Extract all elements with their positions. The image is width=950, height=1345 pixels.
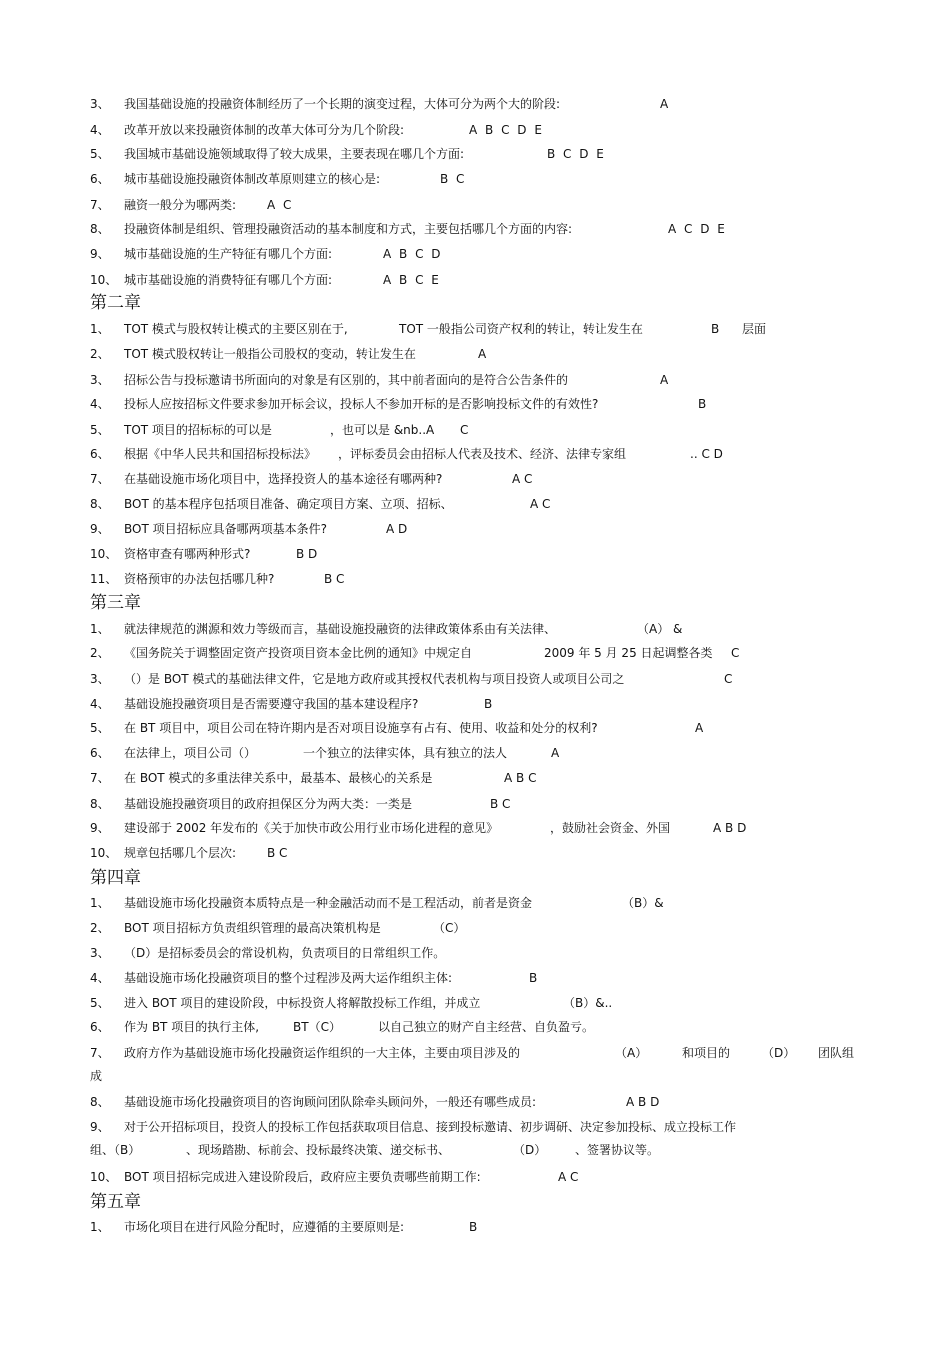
item-number: 4、 xyxy=(90,397,110,411)
item-text: 基础设施投融资项目是否需要遵守我国的基本建设程序? xyxy=(124,697,419,711)
item-text: 基础设施市场化投融资项目的整个过程涉及两大运作组织主体: xyxy=(124,971,453,985)
item-text: 就法律规范的渊源和效力等级而言，基础设施投融资的法律政策体系由有关法律、 xyxy=(124,622,557,636)
item-text: 我国城市基础设施领域取得了较大成果，主要表现在哪几个方面: xyxy=(124,147,465,161)
item-answer: B C xyxy=(440,172,465,186)
item-text: TOT 模式与股权转让模式的主要区别在于, xyxy=(124,322,348,336)
item-text-continued: 一个独立的法律实体，具有独立的法人 xyxy=(303,746,508,760)
item-text: 市场化项目在进行风险分配时，应遵循的主要原则是: xyxy=(124,1220,405,1234)
item-text: 在 BOT 模式的多重法律关系中，最基本、最核心的关系是 xyxy=(124,771,433,785)
item-text: 招标公告与投标邀请书所面向的对象是有区别的，其中前者面向的是符合公告条件的 xyxy=(124,373,569,387)
item-text: （D）是招标委员会的常设机构，负责项目的日常组织工作。 xyxy=(124,946,446,960)
item-text: TOT 模式股权转让一般指公司股权的变动，转让发生在 xyxy=(124,347,416,361)
item-number: 4、 xyxy=(90,971,110,985)
item-answer: A B C D xyxy=(383,247,441,261)
item-number: 10、 xyxy=(90,273,118,287)
item-number: 6、 xyxy=(90,746,110,760)
chapter-heading: 第四章 xyxy=(90,868,141,888)
item-number: 1、 xyxy=(90,622,110,636)
item-text-suffix: 以自己独立的财产自主经营、自负盈亏。 xyxy=(378,1020,595,1034)
chapter-heading: 第二章 xyxy=(90,293,141,313)
item-text-continued: ，也可以是 &nb..A xyxy=(330,423,435,437)
item-answer: A B D xyxy=(626,1095,660,1109)
item-answer: （D） xyxy=(762,1046,796,1060)
item-text: 在法律上，项目公司（） xyxy=(124,746,257,760)
item-text: 基础设施投融资项目的政府担保区分为两大类：一类是 xyxy=(124,797,413,811)
item-answer: C xyxy=(460,423,469,437)
item-number: 3、 xyxy=(90,946,110,960)
item-text: 资格预审的办法包括哪几种? xyxy=(124,572,275,586)
item-number: 8、 xyxy=(90,1095,110,1109)
item-answer: A C D E xyxy=(668,222,725,236)
item-number: 7、 xyxy=(90,198,110,212)
item-number: 9、 xyxy=(90,522,110,536)
item-text-continued: BT（C） xyxy=(293,1020,341,1034)
item-text-wrap: 、现场踏勘、标前会、投标最终决策、递交标书、 xyxy=(186,1143,451,1157)
item-text: 融资一般分为哪两类: xyxy=(124,198,237,212)
item-text-continued: 和项目的 xyxy=(682,1046,731,1060)
item-answer: B xyxy=(529,971,538,985)
item-number: 5、 xyxy=(90,721,110,735)
item-text-continued: ，鼓励社会资金、外国 xyxy=(550,821,671,835)
item-answer: B xyxy=(469,1220,478,1234)
item-answer: （B）&.. xyxy=(563,996,613,1010)
item-answer: A B C xyxy=(504,771,537,785)
item-number: 11、 xyxy=(90,572,118,586)
item-number: 2、 xyxy=(90,646,110,660)
item-text: BOT 项目招标方负责组织管理的最高决策机构是 xyxy=(124,921,381,935)
item-text-suffix: 、签署协议等。 xyxy=(575,1143,660,1157)
item-number: 6、 xyxy=(90,172,110,186)
item-text: 资格审查有哪两种形式? xyxy=(124,547,251,561)
item-number: 4、 xyxy=(90,697,110,711)
item-number: 7、 xyxy=(90,771,110,785)
item-number: 6、 xyxy=(90,447,110,461)
chapter-heading: 第三章 xyxy=(90,593,141,613)
item-text: 城市基础设施投融资体制改革原则建立的核心是: xyxy=(124,172,381,186)
item-text-continued: ，评标委员会由招标人代表及技术、经济、法律专家组 xyxy=(338,447,627,461)
item-text: 在基础设施市场化项目中，选择投资人的基本途径有哪两种? xyxy=(124,472,443,486)
item-text: BOT 的基本程序包括项目准备、确定项目方案、立项、招标、 xyxy=(124,497,453,511)
item-number: 8、 xyxy=(90,222,110,236)
item-number: 3、 xyxy=(90,373,110,387)
item-number: 10、 xyxy=(90,846,118,860)
item-answer: .. C D xyxy=(690,447,723,461)
item-number: 1、 xyxy=(90,322,110,336)
item-number: 8、 xyxy=(90,497,110,511)
item-number: 3、 xyxy=(90,97,110,111)
item-text: 在 BT 项目中，项目公司在特许期内是否对项目设施享有占有、使用、收益和处分的权利? xyxy=(124,721,598,735)
item-answer: A C xyxy=(512,472,533,486)
item-text-wrap: 成 xyxy=(90,1069,103,1083)
item-text: 作为 BT 项目的执行主体, xyxy=(124,1020,260,1034)
item-number: 9、 xyxy=(90,1120,110,1134)
item-answer: B C D E xyxy=(547,147,604,161)
item-text: 基础设施市场化投融资项目的咨询顾问团队除牵头顾问外，一般还有哪些成员: xyxy=(124,1095,537,1109)
item-text: 投融资体制是组织、管理投融资活动的基本制度和方式，主要包括哪几个方面的内容: xyxy=(124,222,573,236)
item-text: 基础设施市场化投融资本质特点是一种金融活动而不是工程活动，前者是资金 xyxy=(124,896,533,910)
item-answer: A xyxy=(660,373,669,387)
item-answer: （B）& xyxy=(622,896,664,910)
item-text-continued: TOT 一般指公司资产权利的转让，转让发生在 xyxy=(399,322,643,336)
item-answer: A C xyxy=(267,198,292,212)
item-answer: B xyxy=(698,397,707,411)
item-answer: A xyxy=(478,347,487,361)
item-number: 9、 xyxy=(90,247,110,261)
item-number: 10、 xyxy=(90,1170,118,1184)
chapter-heading: 第五章 xyxy=(90,1192,141,1212)
item-text: 改革开放以来投融资体制的改革大体可分为几个阶段: xyxy=(124,123,405,137)
item-number: 2、 xyxy=(90,921,110,935)
item-answer: B C xyxy=(324,572,345,586)
item-text: （）是 BOT 模式的基础法律文件，它是地方政府或其授权代表机构与项目投资人或项目公司之 xyxy=(124,672,625,686)
item-number: 7、 xyxy=(90,472,110,486)
item-answer: （A） & xyxy=(637,622,683,636)
item-answer: C xyxy=(724,672,733,686)
item-answer: B C xyxy=(490,797,511,811)
item-text-suffix: 团队组 xyxy=(818,1046,855,1060)
item-text-wrap: 组、（B） xyxy=(90,1143,141,1157)
item-answer: （A） xyxy=(615,1046,648,1060)
item-number: 4、 xyxy=(90,123,110,137)
item-answer: B D xyxy=(296,547,318,561)
item-text-suffix: 层面 xyxy=(742,322,767,336)
item-answer: （C） xyxy=(433,921,466,935)
item-number: 1、 xyxy=(90,896,110,910)
item-text: 我国基础设施的投融资体制经历了一个长期的演变过程，大体可分为两个大的阶段: xyxy=(124,97,561,111)
item-text: 对于公开招标项目，投资人的投标工作包括获取项目信息、接到投标邀请、初步调研、决定参加投标、成立投标工作 xyxy=(124,1120,737,1134)
item-answer: A xyxy=(660,97,669,111)
item-number: 5、 xyxy=(90,996,110,1010)
item-answer: （D） xyxy=(513,1143,547,1157)
item-answer: B C xyxy=(267,846,288,860)
item-text-continued: 2009 年 5 月 25 日起调整各类 xyxy=(544,646,713,660)
item-text: 根据《中华人民共和国招标投标法》 xyxy=(124,447,317,461)
item-text: 建设部于 2002 年发布的《关于加快市政公用行业市场化进程的意见》 xyxy=(124,821,499,835)
item-answer: A D xyxy=(386,522,408,536)
item-text: BOT 项目招标应具备哪两项基本条件? xyxy=(124,522,327,536)
item-number: 5、 xyxy=(90,147,110,161)
item-answer: A xyxy=(551,746,560,760)
item-text: 城市基础设施的生产特征有哪几个方面: xyxy=(124,247,333,261)
item-number: 8、 xyxy=(90,797,110,811)
item-text: BOT 项目招标完成进入建设阶段后，政府应主要负责哪些前期工作: xyxy=(124,1170,481,1184)
item-number: 9、 xyxy=(90,821,110,835)
item-answer: B xyxy=(484,697,493,711)
item-text: 规章包括哪几个层次: xyxy=(124,846,237,860)
item-text: 政府方作为基础设施市场化投融资运作组织的一大主体，主要由项目涉及的 xyxy=(124,1046,521,1060)
item-text: 投标人应按招标文件要求参加开标会议，投标人不参加开标的是否影响投标文件的有效性? xyxy=(124,397,599,411)
item-number: 2、 xyxy=(90,347,110,361)
item-answer: A xyxy=(695,721,704,735)
item-answer: A C xyxy=(530,497,551,511)
item-number: 1、 xyxy=(90,1220,110,1234)
item-text: TOT 项目的招标标的可以是 xyxy=(124,423,272,437)
item-number: 3、 xyxy=(90,672,110,686)
item-answer: A C xyxy=(558,1170,579,1184)
item-answer: A B D xyxy=(713,821,747,835)
item-number: 5、 xyxy=(90,423,110,437)
item-answer: A B C D E xyxy=(469,123,542,137)
item-text: 城市基础设施的消费特征有哪几个方面: xyxy=(124,273,333,287)
item-text: 进入 BOT 项目的建设阶段，中标投资人将解散投标工作组，并成立 xyxy=(124,996,481,1010)
item-number: 6、 xyxy=(90,1020,110,1034)
item-text: 《国务院关于调整固定资产投资项目资本金比例的通知》中规定自 xyxy=(124,646,473,660)
item-answer: C xyxy=(731,646,740,660)
item-number: 10、 xyxy=(90,547,118,561)
item-number: 7、 xyxy=(90,1046,110,1060)
item-answer: B xyxy=(711,322,720,336)
item-answer: A B C E xyxy=(383,273,439,287)
